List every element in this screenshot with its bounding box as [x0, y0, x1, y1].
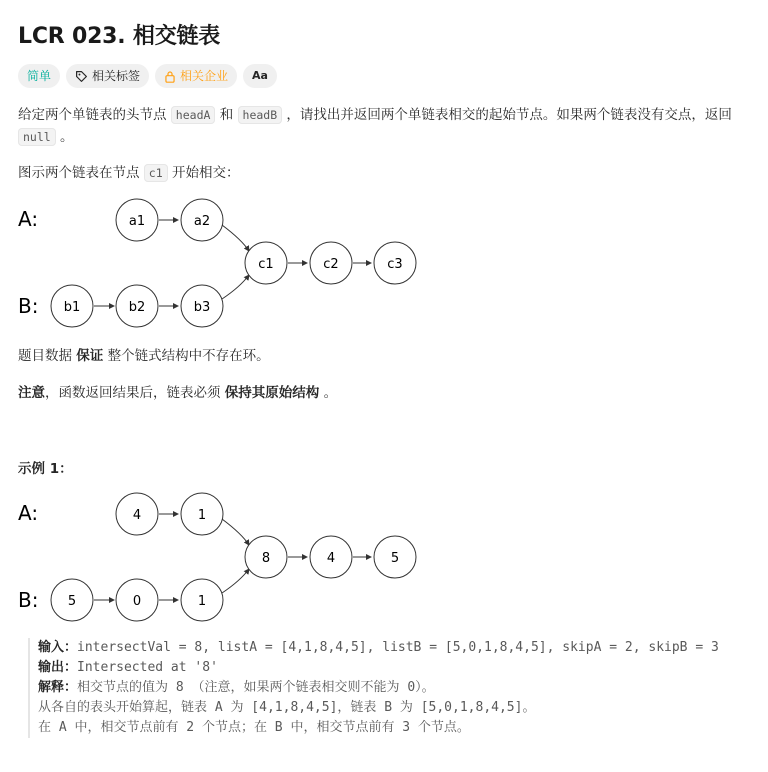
example-1-diagram	[18, 490, 438, 630]
example-list-a-label: A:	[18, 501, 39, 525]
example-node-b3	[181, 579, 223, 621]
svg-text:c3: c3	[387, 257, 403, 272]
svg-text:0: 0	[132, 594, 142, 609]
example-explain-line-3: 在 A 中，相交节点前有 2 个节点；在 B 中，相交节点前有 3 个节点。	[38, 720, 470, 735]
code-headB: headB	[238, 106, 283, 124]
lock-icon	[164, 70, 176, 83]
node-c2	[310, 242, 352, 284]
intro-paragraph	[18, 104, 732, 126]
svg-text:b1: b1	[63, 300, 81, 315]
svg-text:b2: b2	[128, 300, 146, 315]
example-node-c1	[245, 536, 287, 578]
translate-icon: Aa	[252, 69, 268, 82]
svg-text:5: 5	[67, 594, 77, 609]
note-bold: 保持其原始结构	[224, 385, 320, 401]
example-node-b2	[116, 579, 158, 621]
node-c1	[245, 242, 287, 284]
guarantee-text: 题目数据	[18, 348, 77, 364]
intro-text: 。	[55, 129, 74, 145]
output-label: 输出：	[38, 660, 78, 675]
node-a2	[181, 199, 223, 241]
caption-text: 图示两个链表在节点	[18, 165, 144, 181]
explain-text: 相交节点的值为 8 （注意，如果两个链表相交则不能为 0）。	[77, 680, 435, 695]
guarantee-bold: 保证	[76, 348, 104, 364]
node-b3	[181, 285, 223, 327]
linked-list-diagram	[18, 195, 438, 335]
node-b2	[116, 285, 158, 327]
intro-text: ，请找出并返回两个单链表相交的起始节点。如果两个链表没有交点，返回	[282, 107, 732, 123]
related-tags-button[interactable]	[66, 64, 149, 88]
note-text: ，函数返回结果后，链表必须	[45, 385, 225, 401]
output-value: Intersected at '8'	[77, 660, 218, 675]
svg-text:a1: a1	[128, 214, 146, 229]
difficulty-badge[interactable]	[18, 64, 60, 88]
example-1-block	[28, 638, 763, 738]
node-a1	[116, 199, 158, 241]
input-value: intersectVal = 8, listA = [4,1,8,4,5], listB = [5,0,1,8,4,5], skipA = 2, skipB = 3	[77, 640, 719, 655]
intro-text: 给定两个单链表的头节点	[18, 107, 171, 123]
example-output-line	[38, 658, 763, 678]
example-explain-line-2: 从各自的表头开始算起，链表 A 为 [4,1,8,4,5]，链表 B 为 [5,0,1,8,4,5]。	[38, 700, 536, 715]
node-c3	[374, 242, 416, 284]
code-c1: c1	[144, 164, 168, 182]
tag-bar	[18, 64, 277, 88]
problem-title: LCR 023. 相交链表	[18, 24, 221, 49]
svg-text:8: 8	[261, 551, 271, 566]
example-list-b-label: B:	[18, 588, 39, 612]
example-explain-line	[38, 678, 763, 698]
intro-text: 和	[215, 107, 238, 123]
svg-text:1: 1	[197, 508, 207, 523]
svg-text:4: 4	[326, 551, 336, 566]
example-node-c2	[310, 536, 352, 578]
caption-text: 开始相交：	[167, 165, 240, 181]
related-companies-label: 相关企业	[180, 69, 229, 83]
note-bold: 注意	[18, 385, 45, 401]
node-b1	[51, 285, 93, 327]
example-node-a2	[181, 493, 223, 535]
tag-icon	[75, 70, 88, 83]
svg-text:b3: b3	[193, 300, 211, 315]
guarantee-text: 整个链式结构中不存在环。	[103, 348, 270, 364]
svg-text:a2: a2	[193, 214, 211, 229]
example-node-b1	[51, 579, 93, 621]
example-node-c3	[374, 536, 416, 578]
example-node-a1	[116, 493, 158, 535]
svg-text:1: 1	[197, 594, 207, 609]
difficulty-label: 简单	[27, 69, 52, 83]
figure-caption	[18, 162, 239, 184]
svg-text:c2: c2	[323, 257, 339, 272]
explain-label: 解释：	[38, 680, 78, 695]
svg-text:5: 5	[390, 551, 400, 566]
guarantee-paragraph	[18, 345, 270, 367]
note-text: 。	[319, 385, 338, 401]
input-label: 输入：	[38, 640, 78, 655]
translate-button[interactable]	[243, 64, 277, 88]
note-paragraph	[18, 382, 337, 404]
related-tags-label: 相关标签	[92, 69, 141, 83]
example-input-line	[38, 638, 763, 658]
related-companies-button[interactable]	[155, 64, 237, 88]
example-1-title: 示例 1：	[18, 461, 73, 477]
svg-text:c1: c1	[258, 257, 274, 272]
code-headA: headA	[171, 106, 216, 124]
code-null: null	[18, 128, 56, 146]
svg-text:4: 4	[132, 508, 142, 523]
list-a-label: A:	[18, 207, 39, 231]
intro-paragraph-cont	[18, 126, 74, 148]
list-b-label: B:	[18, 294, 39, 318]
